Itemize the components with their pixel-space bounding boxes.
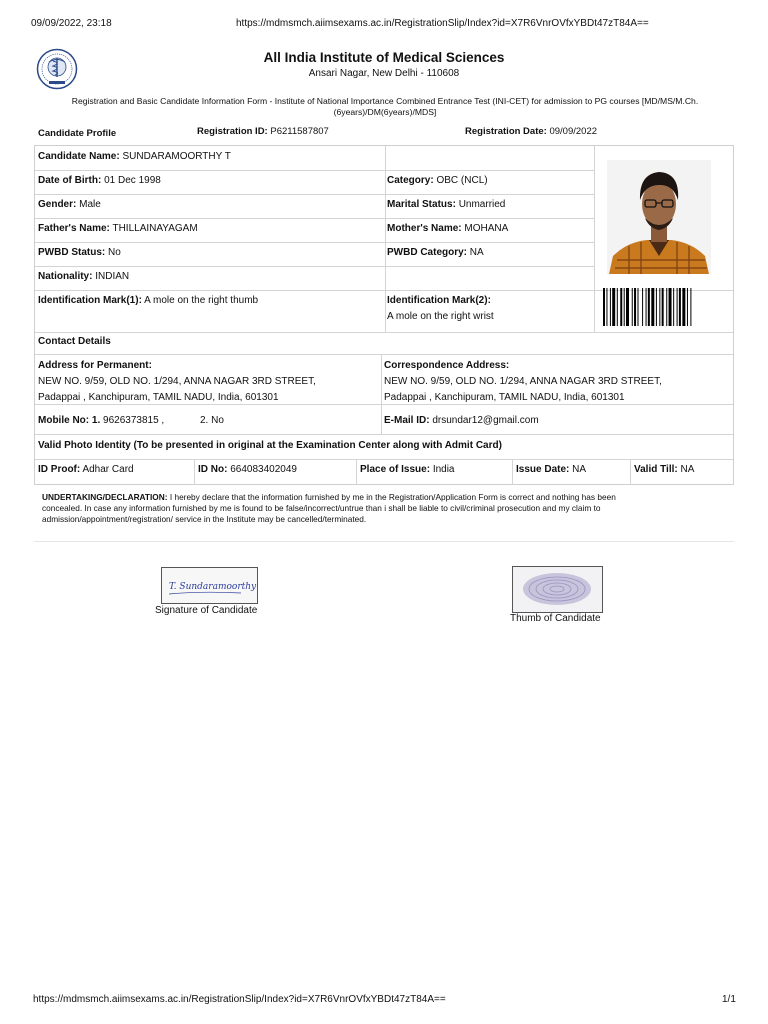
correspondence-address xyxy=(380,358,662,406)
gender-field xyxy=(34,198,101,212)
svg-text:T. Sundaramoorthy: T. Sundaramoorthy xyxy=(169,582,257,592)
candidate-profile-heading: Candidate Profile xyxy=(38,128,117,139)
id-proof-label: ID Proof: xyxy=(38,464,81,475)
mother-value: MOHANA xyxy=(464,223,509,234)
father-field xyxy=(34,222,198,236)
id-mark2-field xyxy=(383,294,494,324)
profile-row xyxy=(36,126,734,142)
valid-till-label: Valid Till: xyxy=(634,464,678,475)
id-no-label: ID No: xyxy=(198,464,228,475)
reg-id-label: Registration ID: xyxy=(197,126,268,137)
mother-field xyxy=(383,222,508,236)
gender-value: Male xyxy=(79,199,101,210)
id-mark1-label: Identification Mark(1): xyxy=(38,295,142,306)
id-no-value: 664083402049 xyxy=(230,464,297,475)
valid-till-value: NA xyxy=(680,464,695,475)
category-field xyxy=(383,174,488,188)
reg-date-label: Registration Date: xyxy=(465,126,547,137)
pwbd-category-label: PWBD Category: xyxy=(387,247,468,258)
reg-id-value: P6211587807 xyxy=(270,126,329,137)
reg-date-value: 09/09/2022 xyxy=(549,126,598,137)
declaration-line2: concealed. In case any information furnished by me is found to be false/incorrect/untrue than i shall be liable to civil/criminal prosecution and my claim to xyxy=(42,503,601,513)
contact-details-heading: Contact Details xyxy=(38,336,111,347)
dob-value: 01 Dec 1998 xyxy=(104,175,161,186)
email-field xyxy=(380,414,539,428)
gender-label: Gender: xyxy=(38,199,77,210)
marital-value: Unmarried xyxy=(458,199,506,210)
marital-field xyxy=(383,198,505,212)
father-label: Father's Name: xyxy=(38,223,110,234)
correspondence-address-line2: Padappai , Kanchipuram, TAMIL NADU, India, 601301 xyxy=(384,392,625,403)
permanent-address-label: Address for Permanent: xyxy=(38,360,152,371)
form-title-line1: Registration and Basic Candidate Information Form - Institute of National Importance Combined Entrance Test (INI-CET) for admission to PG courses [MD/MS/M.Ch. xyxy=(71,96,699,106)
issue-date-label: Issue Date: xyxy=(516,464,570,475)
issue-date-value: NA xyxy=(572,464,587,475)
marital-label: Marital Status: xyxy=(387,199,456,210)
mobile2-value: 2. No xyxy=(200,415,224,426)
candidate-name-value: SUNDARAMOORTHY T xyxy=(122,151,231,162)
email-value: drsundar12@gmail.com xyxy=(432,415,539,426)
nationality-label: Nationality: xyxy=(38,271,93,282)
permanent-address xyxy=(34,358,316,406)
place-value: India xyxy=(432,464,455,475)
place-of-issue-field xyxy=(356,463,455,477)
place-label: Place of Issue: xyxy=(360,464,431,475)
thumb-label: Thumb of Candidate xyxy=(510,613,601,624)
nationality-field xyxy=(34,270,129,284)
mobile-field xyxy=(34,414,164,428)
mobile1-value: 9626373815 , xyxy=(103,415,165,426)
mobile-label: Mobile No: 1. xyxy=(38,415,101,426)
pwbd-status-value: No xyxy=(108,247,121,258)
signature-image xyxy=(161,567,258,604)
institute-name: All India Institute of Medical Sciences xyxy=(263,50,505,65)
permanent-address-line2: Padappai , Kanchipuram, TAMIL NADU, India, 601301 xyxy=(38,392,279,403)
candidate-name-label: Candidate Name: xyxy=(38,151,120,162)
dob-field xyxy=(34,174,161,188)
pwbd-category-value: NA xyxy=(469,247,484,258)
pwbd-status-field xyxy=(34,246,121,260)
id-no-field xyxy=(194,463,297,477)
candidate-name-field xyxy=(34,150,231,164)
footer-page-number: 1/1 xyxy=(722,994,736,1005)
id-mark1-field xyxy=(34,294,258,308)
id-proof-value: Adhar Card xyxy=(82,464,134,475)
footer-url: https://mdmsmch.aiimsexams.ac.in/RegistrationSlip/Index?id=X7R6VnrOVfxYBDt47zT84A== xyxy=(33,994,446,1005)
declaration-line3: admission/appointment/registration/ service in the Institute may be cancelled/terminated. xyxy=(42,514,367,524)
thumb-impression-image xyxy=(512,566,603,613)
dob-label: Date of Birth: xyxy=(38,175,102,186)
issue-date-field xyxy=(512,463,586,477)
id-mark2-value: A mole on the right wrist xyxy=(387,311,494,322)
pwbd-category-field xyxy=(383,246,484,260)
photo-identity-heading: Valid Photo Identity (To be presented in original at the Examination Center along with Admit Card) xyxy=(38,440,502,451)
valid-till-field xyxy=(630,463,694,477)
nationality-value: INDIAN xyxy=(95,271,130,282)
correspondence-address-label: Correspondence Address: xyxy=(384,360,510,371)
declaration-label: UNDERTAKING/DECLARATION: xyxy=(42,492,168,502)
category-label: Category: xyxy=(387,175,434,186)
candidate-photo xyxy=(607,160,711,274)
barcode-icon xyxy=(603,288,723,326)
print-url: https://mdmsmch.aiimsexams.ac.in/RegistrationSlip/Index?id=X7R6VnrOVfxYBDt47zT84A== xyxy=(236,18,649,29)
correspondence-address-line1: NEW NO. 9/59, OLD NO. 1/294, ANNA NAGAR 3RD STREET, xyxy=(384,376,662,387)
id-mark1-value: A mole on the right thumb xyxy=(144,295,259,306)
id-proof-field xyxy=(34,463,134,477)
father-value: THILLAINAYAGAM xyxy=(112,223,198,234)
pwbd-status-label: PWBD Status: xyxy=(38,247,106,258)
print-datetime: 09/09/2022, 23:18 xyxy=(31,18,112,29)
mother-label: Mother's Name: xyxy=(387,223,462,234)
form-title-line2: (6years)/DM(6years)/MDS] xyxy=(333,106,437,117)
declaration-text xyxy=(42,492,732,525)
form-title xyxy=(40,96,730,117)
category-value: OBC (NCL) xyxy=(436,175,488,186)
institute-address: Ansari Nagar, New Delhi - 110608 xyxy=(308,68,460,79)
signature-label: Signature of Candidate xyxy=(155,605,258,616)
email-label: E-Mail ID: xyxy=(384,415,430,426)
id-mark2-label: Identification Mark(2): xyxy=(387,295,491,306)
declaration-line1: I hereby declare that the information furnished by me in the Registration/Application Form is correct and nothing has been xyxy=(169,492,616,502)
permanent-address-line1: NEW NO. 9/59, OLD NO. 1/294, ANNA NAGAR 3RD STREET, xyxy=(38,376,316,387)
